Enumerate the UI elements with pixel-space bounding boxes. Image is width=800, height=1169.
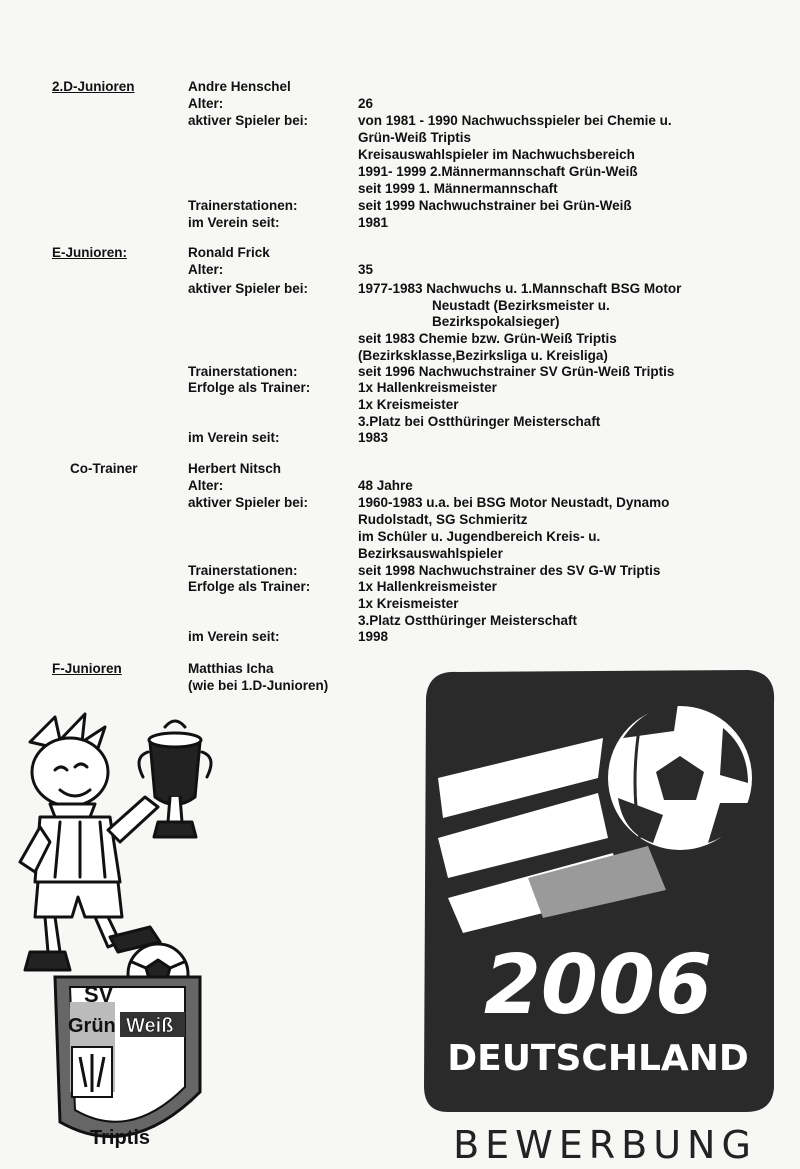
value-line: Kreisauswahlspieler im Nachwuchsbereich — [358, 147, 635, 162]
logo-year: 2006 — [483, 938, 713, 1033]
label-alter: Alter: — [188, 478, 224, 493]
value-line: von 1981 - 1990 Nachwuchsspieler bei Chemie u. — [358, 113, 672, 128]
crest-text-sv: SV — [84, 982, 114, 1007]
category-e-junioren: E-Junioren: — [52, 245, 128, 260]
value-line: Bezirksauswahlspieler — [358, 546, 503, 561]
label-alter: Alter: — [188, 262, 224, 277]
label-trainerstationen: Trainerstationen: — [188, 198, 298, 213]
value-line: seit 1996 Nachwuchstrainer SV Grün-Weiß Triptis — [358, 364, 675, 379]
value-line: 3.Platz Ostthüringer Meisterschaft — [358, 613, 578, 628]
value-alter: 26 — [358, 96, 374, 111]
label-trainerstationen: Trainerstationen: — [188, 364, 298, 379]
crest-text-gruen: Grün — [68, 1015, 116, 1037]
label-alter: Alter: — [188, 96, 224, 111]
logo-tagline: BEWERBUNG — [453, 1123, 757, 1167]
crest-text-triptis: Triptis — [90, 1127, 151, 1149]
label-trainerstationen: Trainerstationen: — [188, 563, 298, 578]
value-line: Rudolstadt, SG Schmieritz — [358, 512, 528, 527]
value-line: 1x Hallenkreismeister — [358, 380, 497, 395]
category-co-trainer: Co-Trainer — [70, 461, 138, 476]
value-line: 1977-1983 Nachwuchs u. 1.Mannschaft BSG Motor — [358, 281, 682, 296]
value-line: 1981 — [358, 215, 389, 230]
value-line: Grün-Weiß Triptis — [358, 130, 472, 145]
value-line: 1x Kreismeister — [358, 397, 459, 412]
value-line: seit 1999 1. Männermannschaft — [358, 181, 558, 196]
value-line: 1x Kreismeister — [358, 596, 459, 611]
value-line: seit 1999 Nachwuchstrainer bei Grün-Weiß — [358, 198, 632, 213]
value-line: Bezirkspokalsieger) — [432, 314, 560, 329]
label-aktiver-spieler: aktiver Spieler bei: — [188, 495, 309, 510]
value-alter: 48 Jahre — [358, 478, 413, 493]
label-erfolge: Erfolge als Trainer: — [188, 579, 311, 594]
label-aktiver-spieler: aktiver Spieler bei: — [188, 113, 309, 128]
value-alter: 35 — [358, 262, 374, 277]
coach-name: Herbert Nitsch — [188, 461, 282, 476]
value-line: 3.Platz bei Ostthüringer Meisterschaft — [358, 414, 601, 429]
category-f-junioren: F-Junioren — [52, 661, 122, 676]
category-2d-junioren: 2.D-Junioren — [52, 79, 135, 94]
club-mascot-illustration — [0, 712, 250, 1169]
value-line: (Bezirksklasse,Bezirksliga u. Kreisliga) — [358, 348, 608, 363]
coach-name: Matthias Icha — [188, 661, 274, 676]
label-aktiver-spieler: aktiver Spieler bei: — [188, 281, 309, 296]
value-line: 1991- 1999 2.Männermannschaft Grün-Weiß — [358, 164, 638, 179]
label-im-verein-seit: im Verein seit: — [188, 629, 280, 644]
label-im-verein-seit: im Verein seit: — [188, 430, 280, 445]
coach-note: (wie bei 1.D-Junioren) — [188, 678, 329, 693]
value-line: seit 1983 Chemie bzw. Grün-Weiß Triptis — [358, 331, 617, 346]
value-line: Neustadt (Bezirksmeister u. — [432, 298, 610, 313]
value-line: seit 1998 Nachwuchstrainer des SV G-W Triptis — [358, 563, 661, 578]
logo-country: DEUTSCHLAND — [447, 1038, 749, 1079]
coach-name: Andre Henschel — [188, 79, 291, 94]
value-line: 1x Hallenkreismeister — [358, 579, 497, 594]
wm-2006-logo — [418, 668, 778, 1114]
coach-name: Ronald Frick — [188, 245, 270, 260]
label-im-verein-seit: im Verein seit: — [188, 215, 280, 230]
value-line: 1983 — [358, 430, 389, 445]
label-erfolge: Erfolge als Trainer: — [188, 380, 311, 395]
value-line: im Schüler u. Jugendbereich Kreis- u. — [358, 529, 601, 544]
crest-text-weiss: Weiß — [126, 1015, 174, 1037]
value-line: 1998 — [358, 629, 389, 644]
value-line: 1960-1983 u.a. bei BSG Motor Neustadt, Dynamo — [358, 495, 670, 510]
